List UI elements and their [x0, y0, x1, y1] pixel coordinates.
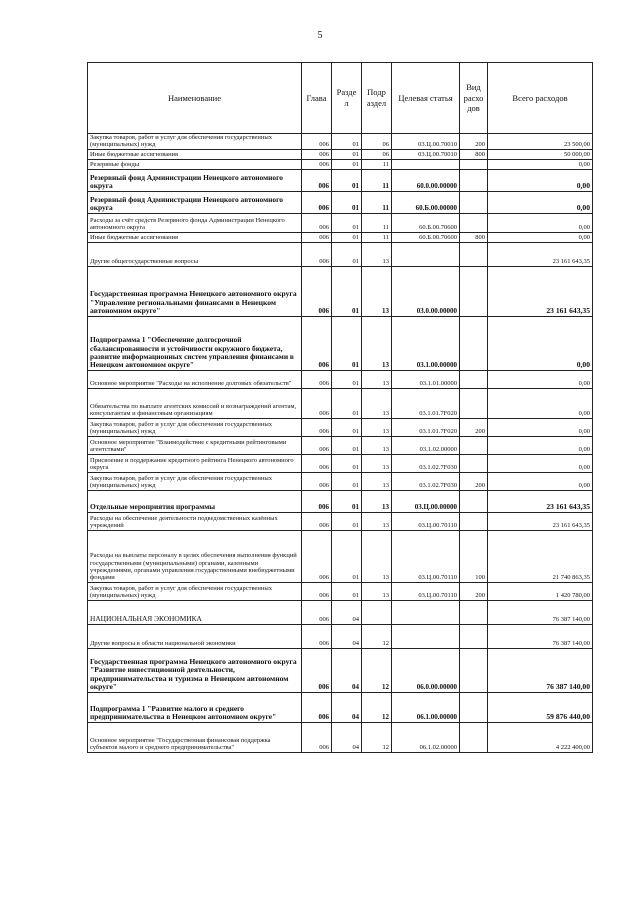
cell-vid: [460, 159, 488, 169]
cell-glava: 006: [302, 134, 332, 150]
cell-glava: 006: [302, 436, 332, 454]
cell-podrazdel: 13: [362, 370, 392, 388]
table-row: [88, 648, 593, 692]
cell-razdel: 01: [332, 512, 362, 530]
cell-amount: 1 420 780,00: [488, 582, 593, 600]
cell-podrazdel: 13: [362, 454, 392, 472]
cell-glava: 006: [302, 266, 332, 316]
table-row: [88, 722, 593, 752]
cell-glava: 006: [302, 648, 332, 692]
header-glava: Глава: [302, 63, 332, 134]
table-row: [88, 582, 593, 600]
table-row: [88, 600, 593, 624]
cell-vid: [460, 454, 488, 472]
cell-podrazdel: 12: [362, 722, 392, 752]
cell-vid: [460, 512, 488, 530]
cell-podrazdel: 13: [362, 582, 392, 600]
cell-razdel: 01: [332, 472, 362, 490]
cell-target: 03.Ц.00.70010: [392, 149, 460, 159]
cell-amount: 0,00: [488, 213, 593, 232]
cell-podrazdel: 13: [362, 490, 392, 512]
cell-name: Государственная программа Ненецкого автономного округа "Развитие инвестиционной деятельности, предпринимательства и туризма в Ненецком автономном округе": [88, 648, 302, 692]
cell-podrazdel: 11: [362, 191, 392, 213]
cell-vid: [460, 169, 488, 191]
table-row: [88, 370, 593, 388]
cell-vid: [460, 388, 488, 418]
cell-razdel: 01: [332, 530, 362, 582]
table-row: [88, 266, 593, 316]
table-row: [88, 624, 593, 648]
table-row: [88, 159, 593, 169]
header-vid: Вид расхо дов: [460, 63, 488, 134]
cell-glava: 006: [302, 624, 332, 648]
cell-podrazdel: [362, 600, 392, 624]
cell-razdel: 01: [332, 159, 362, 169]
cell-podrazdel: 13: [362, 436, 392, 454]
table-row: [88, 191, 593, 213]
table-row: [88, 213, 593, 232]
cell-vid: [460, 436, 488, 454]
cell-razdel: 01: [332, 454, 362, 472]
cell-target: 60.Б.00.00000: [392, 191, 460, 213]
cell-vid: [460, 600, 488, 624]
table-row: [88, 490, 593, 512]
cell-name: Закупка товаров, работ и услуг для обеспечения государственных (муниципальных) нужд: [88, 134, 302, 150]
cell-vid: [460, 213, 488, 232]
table-row: [88, 149, 593, 159]
cell-name: Обязательства по выплате агентских комиссий и вознаграждений агентам, консультантам и финансовым организациям: [88, 388, 302, 418]
cell-vid: [460, 370, 488, 388]
cell-name: НАЦИОНАЛЬНАЯ ЭКОНОМИКА: [88, 600, 302, 624]
cell-name: Расходы на выплаты персоналу в целях обеспечения выполнения функций государственными (муниципальными) органами, казенными учреждениями, органами управления государственными внебюджетными фондами: [88, 530, 302, 582]
cell-target: [392, 624, 460, 648]
cell-razdel: 01: [332, 582, 362, 600]
cell-razdel: 01: [332, 169, 362, 191]
cell-razdel: 01: [332, 316, 362, 370]
cell-glava: 006: [302, 530, 332, 582]
cell-name: Государственная программа Ненецкого автономного округа "Управление региональными финансами в Ненецком автономном округе": [88, 266, 302, 316]
cell-glava: 006: [302, 600, 332, 624]
cell-target: 03.Ц.00.70110: [392, 582, 460, 600]
table-row: [88, 316, 593, 370]
cell-amount: 0,00: [488, 418, 593, 436]
cell-name: Иные бюджетные ассигнования: [88, 149, 302, 159]
cell-target: 03.1.02.7F030: [392, 472, 460, 490]
cell-glava: 006: [302, 692, 332, 722]
cell-name: Закупка товаров, работ и услуг для обеспечения государственных (муниципальных) нужд: [88, 418, 302, 436]
cell-podrazdel: 11: [362, 213, 392, 232]
cell-name: Резервные фонды: [88, 159, 302, 169]
cell-podrazdel: 12: [362, 648, 392, 692]
cell-name: Резервный фонд Администрации Ненецкого автономного округа: [88, 191, 302, 213]
cell-target: 06.1.02.00000: [392, 722, 460, 752]
cell-amount: 76 387 140,00: [488, 600, 593, 624]
cell-target: [392, 600, 460, 624]
cell-name: Подпрограмма 1 "Обеспечение долгосрочной сбалансированности и устойчивости окружного бюджета, развитие информационных систем управления финансами в Ненецком автономном округе": [88, 316, 302, 370]
cell-amount: 23 161 643,35: [488, 512, 593, 530]
cell-podrazdel: 13: [362, 512, 392, 530]
cell-razdel: 01: [332, 436, 362, 454]
cell-amount: 50 000,00: [488, 149, 593, 159]
cell-vid: 200: [460, 418, 488, 436]
table-row: [88, 692, 593, 722]
cell-podrazdel: 12: [362, 692, 392, 722]
cell-vid: [460, 242, 488, 266]
cell-amount: 59 876 440,00: [488, 692, 593, 722]
cell-target: 03.Ц.00.70110: [392, 512, 460, 530]
cell-glava: 006: [302, 159, 332, 169]
cell-podrazdel: 06: [362, 134, 392, 150]
cell-podrazdel: 11: [362, 169, 392, 191]
cell-razdel: 01: [332, 134, 362, 150]
cell-razdel: 04: [332, 624, 362, 648]
cell-name: Расходы на обеспечение деятельности подведомственных казённых учреждений: [88, 512, 302, 530]
cell-razdel: 04: [332, 600, 362, 624]
cell-razdel: 01: [332, 213, 362, 232]
cell-amount: 0,00: [488, 388, 593, 418]
cell-amount: 0,00: [488, 436, 593, 454]
cell-podrazdel: 11: [362, 159, 392, 169]
cell-razdel: 01: [332, 232, 362, 242]
table-row: [88, 436, 593, 454]
cell-podrazdel: 12: [362, 624, 392, 648]
cell-razdel: 01: [332, 418, 362, 436]
cell-target: 60.Б.00.70600: [392, 213, 460, 232]
cell-name: Другие общегосударственные вопросы: [88, 242, 302, 266]
cell-amount: 0,00: [488, 316, 593, 370]
cell-target: [392, 159, 460, 169]
cell-target: 60.0.00.00000: [392, 169, 460, 191]
cell-target: 03.1.01.7F020: [392, 388, 460, 418]
cell-vid: [460, 624, 488, 648]
cell-target: 03.Ц.00.00000: [392, 490, 460, 512]
header-name: Наименование: [88, 63, 302, 134]
cell-podrazdel: 13: [362, 418, 392, 436]
cell-glava: 006: [302, 149, 332, 159]
cell-razdel: 04: [332, 722, 362, 752]
cell-glava: 006: [302, 213, 332, 232]
cell-target: 03.1.01.00000: [392, 370, 460, 388]
cell-razdel: 04: [332, 692, 362, 722]
cell-glava: 006: [302, 169, 332, 191]
cell-podrazdel: 13: [362, 266, 392, 316]
cell-glava: 006: [302, 722, 332, 752]
cell-target: 03.Ц.00.70010: [392, 134, 460, 150]
cell-glava: 006: [302, 388, 332, 418]
cell-target: 06.1.00.00000: [392, 692, 460, 722]
cell-razdel: 01: [332, 266, 362, 316]
cell-podrazdel: 13: [362, 388, 392, 418]
cell-amount: 0,00: [488, 232, 593, 242]
cell-name: Закупка товаров, работ и услуг для обеспечения государственных (муниципальных) нужд: [88, 582, 302, 600]
table-body: [88, 134, 593, 753]
cell-target: 03.1.00.00000: [392, 316, 460, 370]
cell-target: 03.1.02.00000: [392, 436, 460, 454]
cell-razdel: 04: [332, 648, 362, 692]
cell-amount: 0,00: [488, 169, 593, 191]
header-total: Всего расходов: [488, 63, 593, 134]
cell-amount: 76 387 140,00: [488, 624, 593, 648]
cell-podrazdel: 06: [362, 149, 392, 159]
cell-amount: 23 161 643,35: [488, 490, 593, 512]
table-row: [88, 512, 593, 530]
cell-razdel: 01: [332, 191, 362, 213]
cell-vid: [460, 490, 488, 512]
cell-glava: 006: [302, 316, 332, 370]
cell-vid: [460, 316, 488, 370]
table-row: [88, 242, 593, 266]
table-row: [88, 418, 593, 436]
cell-vid: [460, 648, 488, 692]
cell-vid: 200: [460, 472, 488, 490]
cell-amount: 21 740 863,35: [488, 530, 593, 582]
cell-target: 03.0.00.00000: [392, 266, 460, 316]
cell-amount: 23 500,00: [488, 134, 593, 150]
cell-vid: 800: [460, 232, 488, 242]
cell-name: Закупка товаров, работ и услуг для обеспечения государственных (муниципальных) нужд: [88, 472, 302, 490]
cell-amount: 0,00: [488, 454, 593, 472]
cell-glava: 006: [302, 232, 332, 242]
cell-glava: 006: [302, 370, 332, 388]
cell-podrazdel: 13: [362, 472, 392, 490]
table-row: [88, 134, 593, 150]
cell-name: Основное мероприятие "Государственная финансовая поддержка субъектов малого и среднего предпринимательства": [88, 722, 302, 752]
cell-glava: 006: [302, 490, 332, 512]
cell-name: Присвоение и поддержание кредитного рейтинга Ненецкого автономного округа: [88, 454, 302, 472]
cell-podrazdel: 13: [362, 316, 392, 370]
cell-amount: 0,00: [488, 472, 593, 490]
cell-razdel: 01: [332, 242, 362, 266]
cell-amount: 23 161 643,35: [488, 266, 593, 316]
cell-glava: 006: [302, 472, 332, 490]
cell-vid: [460, 191, 488, 213]
cell-name: Другие вопросы в области национальной экономики: [88, 624, 302, 648]
cell-razdel: 01: [332, 490, 362, 512]
cell-podrazdel: 13: [362, 530, 392, 582]
cell-name: Расходы за счёт средств Резервного фонда Администрации Ненецкого автономного округа: [88, 213, 302, 232]
table-row: [88, 454, 593, 472]
table-row: [88, 472, 593, 490]
header-row: [88, 63, 593, 134]
cell-amount: 0,00: [488, 370, 593, 388]
table-row: [88, 530, 593, 582]
cell-glava: 006: [302, 454, 332, 472]
cell-razdel: 01: [332, 370, 362, 388]
cell-vid: [460, 722, 488, 752]
cell-amount: 0,00: [488, 191, 593, 213]
header-podrazdel: Подр аздел: [362, 63, 392, 134]
cell-vid: 800: [460, 149, 488, 159]
cell-glava: 006: [302, 191, 332, 213]
header-razdel: Разде л: [332, 63, 362, 134]
cell-target: 03.1.02.7F030: [392, 454, 460, 472]
cell-name: Резервный фонд Администрации Ненецкого автономного округа: [88, 169, 302, 191]
cell-target: [392, 242, 460, 266]
cell-podrazdel: 13: [362, 242, 392, 266]
cell-target: 03.1.01.7F020: [392, 418, 460, 436]
cell-name: Отдельные мероприятия программы: [88, 490, 302, 512]
cell-vid: [460, 692, 488, 722]
cell-amount: 76 387 140,00: [488, 648, 593, 692]
table-row: [88, 232, 593, 242]
cell-target: 06.0.00.00000: [392, 648, 460, 692]
cell-razdel: 01: [332, 149, 362, 159]
cell-vid: 200: [460, 134, 488, 150]
cell-vid: [460, 266, 488, 316]
cell-target: 60.Б.00.70600: [392, 232, 460, 242]
cell-vid: 200: [460, 582, 488, 600]
cell-razdel: 01: [332, 388, 362, 418]
cell-glava: 006: [302, 418, 332, 436]
cell-name: Подпрограмма 1 "Развитие малого и среднего предпринимательства в Ненецком автономном округе": [88, 692, 302, 722]
page-number: 5: [317, 30, 323, 41]
cell-vid: 100: [460, 530, 488, 582]
table-row: [88, 388, 593, 418]
table-row: [88, 169, 593, 191]
cell-name: Иные бюджетные ассигнования: [88, 232, 302, 242]
cell-name: Основное мероприятие "Расходы на исполнение долговых обязательств": [88, 370, 302, 388]
header-target: Целевая статья: [392, 63, 460, 134]
cell-glava: 006: [302, 242, 332, 266]
cell-name: Основное мероприятие "Взаимодействие с кредитными рейтинговыми агентствами": [88, 436, 302, 454]
cell-podrazdel: 11: [362, 232, 392, 242]
cell-glava: 006: [302, 512, 332, 530]
cell-amount: 23 161 643,35: [488, 242, 593, 266]
cell-amount: 4 222 400,00: [488, 722, 593, 752]
cell-amount: 0,00: [488, 159, 593, 169]
cell-glava: 006: [302, 582, 332, 600]
expenditure-table: [87, 62, 593, 753]
cell-target: 03.Ц.00.70110: [392, 530, 460, 582]
